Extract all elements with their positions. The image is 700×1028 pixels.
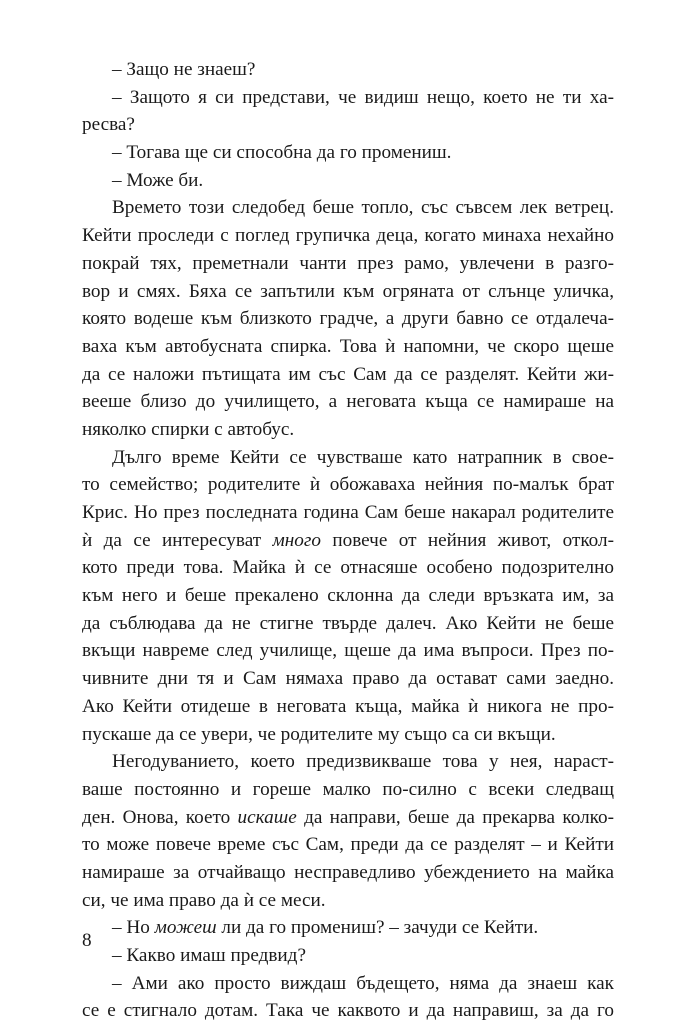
page-number: 8 — [82, 930, 92, 951]
text-line: Кейти проследи с поглед групичка деца, когато минаха нехайно — [82, 225, 614, 247]
text-line: вкъщи навреме след училище, щеше да има въпроси. През по- — [82, 640, 614, 662]
text-line: – Но можеш ли да го промениш? – зачуди се Кейти. — [112, 917, 539, 939]
text-line: намираше за отчайващо несправедливо убеждението на майка — [82, 861, 614, 883]
text-line: кото преди това. Майка ѝ се отнасяше особено подозрително — [82, 557, 614, 579]
text-line: се е стигнало дотам. Така че каквото и да направиш, за да го — [82, 1000, 614, 1022]
text-line: – Защото я си представи, че видиш нещо, което не ти ха- — [112, 86, 614, 108]
emphasis: можеш — [154, 917, 217, 939]
text-line: – Защо не знаеш? — [112, 59, 256, 80]
text-line: – Може би. — [112, 169, 204, 191]
text-line: – Ами ако просто виждаш бъдещето, няма да знаеш как — [112, 972, 614, 994]
text-line: Дълго време Кейти се чувстваше като натрапник в свое- — [112, 446, 614, 468]
text-line: Негодуванието, което предизвикваше това у нея, нараст- — [112, 751, 614, 773]
text-line: вор и смях. Бяха се запътили към огряната от слънце уличка, — [82, 280, 614, 302]
text-line: пускаше да се увери, че родителите му също са си вкъщи. — [82, 723, 556, 745]
text-line: да се наложи пътищата им със Сам да се разделят. Кейти жи- — [82, 363, 614, 385]
text-line: няколко спирки с автобус. — [82, 418, 295, 440]
text-line: към него и беше прекалено склонна да следи връзката им, за — [82, 585, 614, 607]
text-line: ден. Онова, което искаше да направи, беше да прекарва колко- — [82, 806, 614, 828]
text-line: то семейство; родителите ѝ обожаваха нейния по-малък брат — [82, 474, 614, 496]
text-line: – Тогава ще си способна да го промениш. — [112, 142, 452, 164]
text-line: – Какво имаш предвид? — [112, 945, 306, 966]
text-line: Крис. Но през последната година Сам беше накарал родителите — [82, 502, 614, 523]
text-line: ваха към автобусната спирка. Това ѝ напомни, че скоро щеше — [82, 335, 614, 357]
text-line: Ако Кейти отидеше в неговата къща, майка ѝ никога не про- — [82, 695, 614, 717]
text-line: ѝ да се интересуват много повече от нейния живот, откол- — [82, 529, 614, 551]
text-line: покрай тях, преметнали чанти през рамо, увлечени в разго- — [82, 252, 614, 274]
body-text — [82, 56, 614, 1025]
text-line: ресва? — [82, 114, 135, 136]
text-line: вееше близо до училището, а неговата къща се намираше на — [82, 391, 614, 413]
emphasis: искаше — [237, 806, 297, 828]
text-line: Времето този следобед беше топло, със съвсем лек ветрец. — [112, 197, 614, 219]
text-line: ваше постоянно и гореше малко по-силно с всеки следващ — [82, 778, 614, 800]
emphasis: много — [272, 529, 321, 551]
text-line: то може повече време със Сам, преди да се разделят – и Кейти — [82, 834, 614, 856]
text-line: чивните дни тя и Сам нямаха право да остават сами заедно. — [82, 668, 614, 690]
text-line: която водеше към близкото градче, а други бавно се отдалеча- — [82, 308, 614, 330]
text-line: да съблюдава да не стигне твърде далеч. Ако Кейти не беше — [82, 612, 614, 634]
text-line: си, че има право да ѝ се меси. — [82, 889, 326, 911]
